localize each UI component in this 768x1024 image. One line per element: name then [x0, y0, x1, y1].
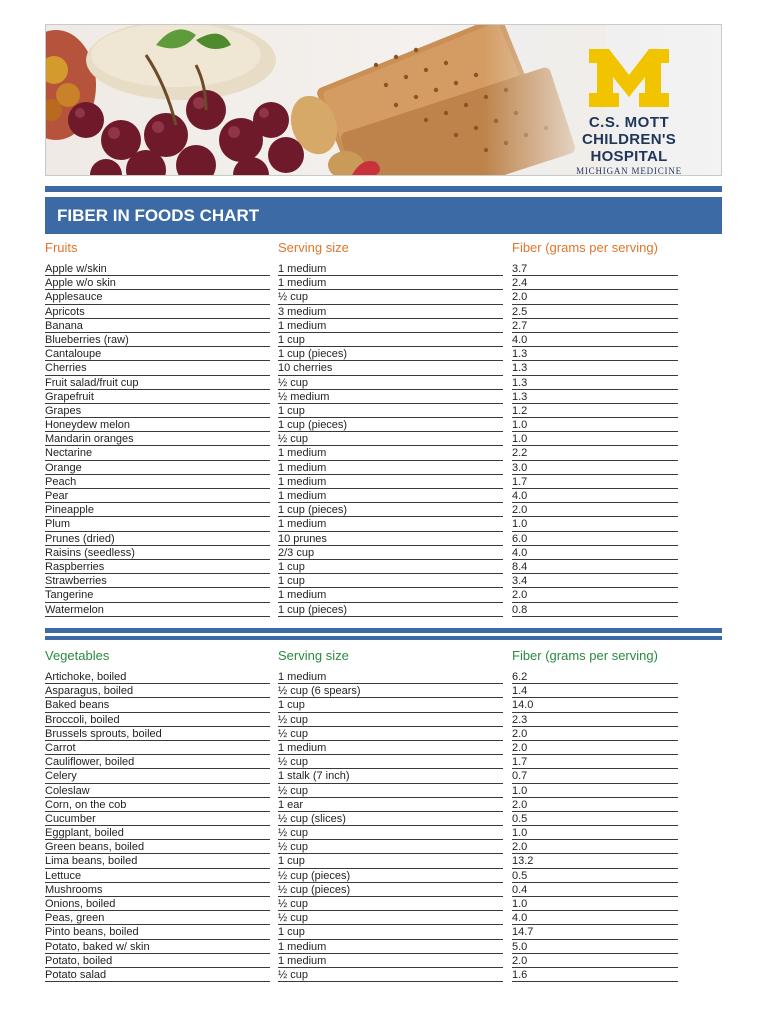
fiber-grams: 2.0	[512, 954, 528, 967]
food-name: Grapes	[45, 404, 82, 417]
table-row	[45, 869, 678, 883]
food-name: Potato, boiled	[45, 954, 113, 967]
fiber-grams: 2.5	[512, 305, 528, 318]
table-row	[45, 769, 678, 783]
table-row	[45, 489, 678, 503]
fiber-grams: 1.3	[512, 390, 528, 403]
table-row	[45, 954, 678, 968]
food-name: Blueberries (raw)	[45, 333, 129, 346]
table-row	[45, 262, 678, 276]
fruits-table	[45, 262, 678, 617]
food-name: Applesauce	[45, 291, 103, 304]
food-name: Apricots	[45, 305, 85, 318]
vegetables-table	[45, 670, 678, 982]
food-photo	[46, 25, 606, 176]
michigan-m-logo	[587, 47, 671, 109]
food-name: Fruit salad/fruit cup	[45, 376, 139, 389]
serving-size: 1 cup	[278, 404, 305, 417]
serving-size: 1 medium	[278, 741, 327, 754]
serving-size: ½ cup	[278, 912, 308, 925]
table-row	[45, 475, 678, 489]
table-row	[45, 404, 678, 418]
serving-size: 1 medium	[278, 475, 327, 488]
food-name: Orange	[45, 461, 82, 474]
table-row	[45, 390, 678, 404]
food-name: Potato salad	[45, 968, 107, 981]
table-row	[45, 276, 678, 290]
fiber-column-header: Fiber (grams per serving)	[512, 240, 658, 255]
table-row	[45, 376, 678, 390]
food-name: Peach	[45, 475, 77, 488]
fiber-grams: 2.0	[512, 291, 528, 304]
fiber-grams: 1.3	[512, 348, 528, 361]
serving-size: 10 prunes	[278, 532, 327, 545]
top-divider	[45, 186, 722, 192]
fiber-grams: 1.0	[512, 433, 528, 446]
row-underline	[512, 981, 678, 982]
table-row	[45, 432, 678, 446]
serving-size: 1 medium	[278, 461, 327, 474]
serving-size: 1 medium	[278, 954, 327, 967]
fiber-grams: 1.6	[512, 968, 528, 981]
food-name: Onions, boiled	[45, 898, 116, 910]
fruits-column-header: Fruits	[45, 240, 78, 255]
serving-size: ½ cup	[278, 898, 308, 910]
food-name: Plum	[45, 518, 71, 531]
food-name: Mushrooms	[45, 883, 103, 896]
fiber-grams: 2.4	[512, 277, 528, 290]
table-row	[45, 755, 678, 769]
serving-size: 1 medium	[278, 589, 327, 602]
serving-size: 1 medium	[278, 940, 327, 953]
fiber-grams: 0.7	[512, 770, 528, 783]
table-row	[45, 698, 678, 712]
serving-size: 1 cup (pieces)	[278, 504, 348, 517]
fiber-grams: 14.7	[512, 926, 534, 939]
food-name: Tangerine	[45, 589, 94, 602]
food-name: Apple w/o skin	[45, 277, 116, 290]
fiber-grams: 1.0	[512, 518, 528, 531]
table-row	[45, 684, 678, 698]
serving-size: 1 cup	[278, 855, 305, 868]
food-name: Cherries	[45, 362, 87, 375]
fiber-grams: 3.0	[512, 461, 528, 474]
table-row	[45, 503, 678, 517]
serving-size-column-header: Serving size	[278, 240, 349, 255]
serving-size: ½ cup	[278, 433, 308, 446]
table-row	[45, 812, 678, 826]
fiber-grams: 0.5	[512, 869, 528, 882]
fiber-column-header: Fiber (grams per serving)	[512, 648, 658, 663]
fiber-grams: 0.8	[512, 603, 528, 616]
food-name: Grapefruit	[45, 390, 94, 403]
fiber-grams: 2.0	[512, 589, 528, 602]
fiber-grams: 0.5	[512, 812, 528, 825]
fiber-grams: 4.0	[512, 546, 528, 559]
table-row	[45, 290, 678, 304]
hospital-name-line2: CHILDREN'S HOSPITAL	[581, 131, 677, 165]
table-row	[45, 897, 678, 911]
serving-size: ½ cup	[278, 713, 308, 726]
fiber-grams: 8.4	[512, 560, 528, 573]
food-name: Pinto beans, boiled	[45, 926, 139, 939]
serving-size: 1 cup	[278, 575, 305, 588]
food-name: Lima beans, boiled	[45, 855, 138, 868]
serving-size: ½ cup	[278, 968, 308, 981]
food-name: Prunes (dried)	[45, 532, 115, 545]
food-name: Banana	[45, 319, 83, 332]
food-name: Mandarin oranges	[45, 433, 134, 446]
table-row	[45, 727, 678, 741]
table-row	[45, 741, 678, 755]
fiber-grams: 1.3	[512, 362, 528, 375]
food-name: Eggplant, boiled	[45, 827, 124, 840]
vegetables-header-row	[45, 648, 678, 670]
fiber-grams: 2.0	[512, 841, 528, 854]
section-divider-top	[45, 628, 722, 633]
food-name: Broccoli, boiled	[45, 713, 120, 726]
food-name: Green beans, boiled	[45, 841, 145, 854]
serving-size: ½ cup	[278, 376, 308, 389]
fiber-grams: 0.4	[512, 883, 528, 896]
food-name: Nectarine	[45, 447, 93, 460]
food-name: Pear	[45, 490, 69, 502]
food-name: Carrot	[45, 741, 76, 754]
serving-size: 1 medium	[278, 518, 327, 531]
food-name: Lettuce	[45, 869, 82, 882]
table-row	[45, 826, 678, 840]
vegetables-column-header: Vegetables	[45, 648, 110, 663]
fiber-grams: 1.3	[512, 376, 528, 389]
table-row	[45, 461, 678, 475]
serving-size: ½ cup (slices)	[278, 812, 346, 825]
fiber-grams: 13.2	[512, 855, 534, 868]
row-underline	[45, 616, 270, 617]
food-name: Cantaloupe	[45, 348, 102, 361]
serving-size: ½ cup (pieces)	[278, 869, 351, 882]
fiber-grams: 2.2	[512, 447, 528, 460]
row-underline	[278, 981, 503, 982]
header-banner	[45, 24, 722, 176]
hospital-affiliation: MICHIGAN MEDICINE	[576, 166, 682, 176]
food-name: Potato, baked w/ skin	[45, 940, 150, 953]
table-row	[45, 574, 678, 588]
food-name: Raspberries	[45, 560, 105, 573]
serving-size: 1 cup (pieces)	[278, 348, 348, 361]
serving-size: ½ cup (pieces)	[278, 883, 351, 896]
food-name: Cauliflower, boiled	[45, 756, 135, 769]
serving-size: 1 medium	[278, 319, 327, 332]
table-row	[45, 911, 678, 925]
row-underline	[278, 616, 503, 617]
food-name: Cucumber	[45, 812, 96, 825]
fiber-grams: 1.0	[512, 898, 528, 910]
fiber-grams: 2.0	[512, 741, 528, 754]
food-name: Baked beans	[45, 699, 110, 712]
title-bar	[45, 197, 722, 234]
food-name: Corn, on the cob	[45, 798, 127, 811]
serving-size: 2/3 cup	[278, 546, 315, 559]
fiber-grams: 1.2	[512, 404, 528, 417]
table-row	[45, 840, 678, 854]
food-name: Peas, green	[45, 912, 105, 925]
fiber-grams: 1.7	[512, 475, 528, 488]
table-row	[45, 798, 678, 812]
table-row	[45, 418, 678, 432]
row-underline	[512, 616, 678, 617]
serving-size: 3 medium	[278, 305, 327, 318]
food-name: Asparagus, boiled	[45, 685, 134, 698]
fiber-grams: 4.0	[512, 333, 528, 346]
food-name: Coleslaw	[45, 784, 90, 797]
fiber-grams: 1.0	[512, 827, 528, 840]
serving-size: 1 cup (pieces)	[278, 419, 348, 432]
table-row	[45, 713, 678, 727]
fruits-header-row	[45, 240, 678, 262]
serving-size-column-header: Serving size	[278, 648, 349, 663]
table-row	[45, 940, 678, 954]
table-row	[45, 333, 678, 347]
serving-size: ½ cup	[278, 727, 308, 740]
serving-size: ½ cup (6 spears)	[278, 685, 361, 698]
table-row	[45, 361, 678, 375]
food-name: Brussels sprouts, boiled	[45, 727, 162, 740]
serving-size: 1 cup	[278, 699, 305, 712]
fruits-section	[45, 240, 678, 617]
section-divider-bottom	[45, 636, 722, 640]
fiber-grams: 3.7	[512, 263, 528, 275]
table-row	[45, 968, 678, 982]
table-row	[45, 588, 678, 602]
hospital-logo	[549, 47, 709, 176]
serving-size: 1 medium	[278, 263, 327, 275]
serving-size: 1 medium	[278, 277, 327, 290]
fiber-grams: 1.4	[512, 685, 528, 698]
serving-size: 1 medium	[278, 671, 327, 683]
serving-size: 1 cup	[278, 560, 305, 573]
serving-size: ½ cup	[278, 756, 308, 769]
table-row	[45, 560, 678, 574]
table-row	[45, 319, 678, 333]
serving-size: 1 cup (pieces)	[278, 603, 348, 616]
fiber-grams: 2.7	[512, 319, 528, 332]
serving-size: 1 stalk (7 inch)	[278, 770, 350, 783]
table-row	[45, 784, 678, 798]
food-name: Apple w/skin	[45, 263, 107, 275]
fiber-grams: 6.0	[512, 532, 528, 545]
table-row	[45, 546, 678, 560]
serving-size: 1 cup	[278, 333, 305, 346]
table-row	[45, 925, 678, 939]
serving-size: ½ cup	[278, 841, 308, 854]
serving-size: 10 cherries	[278, 362, 333, 375]
table-row	[45, 854, 678, 868]
serving-size: ½ cup	[278, 291, 308, 304]
fiber-grams: 2.0	[512, 504, 528, 517]
table-row	[45, 670, 678, 684]
fiber-grams: 5.0	[512, 940, 528, 953]
fiber-grams: 1.0	[512, 784, 528, 797]
fiber-grams: 2.3	[512, 713, 528, 726]
table-row	[45, 347, 678, 361]
serving-size: 1 cup	[278, 926, 305, 939]
food-name: Honeydew melon	[45, 419, 130, 432]
table-row	[45, 883, 678, 897]
food-name: Pineapple	[45, 504, 94, 517]
table-row	[45, 446, 678, 460]
serving-size: ½ medium	[278, 390, 330, 403]
fiber-grams: 6.2	[512, 671, 528, 683]
food-name: Celery	[45, 770, 77, 783]
vegetables-section	[45, 648, 678, 982]
food-name: Raisins (seedless)	[45, 546, 135, 559]
table-row	[45, 603, 678, 617]
food-name: Artichoke, boiled	[45, 671, 127, 683]
serving-size: 1 ear	[278, 798, 304, 811]
fiber-grams: 1.7	[512, 756, 528, 769]
serving-size: ½ cup	[278, 827, 308, 840]
serving-size: ½ cup	[278, 784, 308, 797]
fiber-grams: 4.0	[512, 912, 528, 925]
fiber-grams: 3.4	[512, 575, 528, 588]
serving-size: 1 medium	[278, 447, 327, 460]
fiber-grams: 2.0	[512, 727, 528, 740]
fiber-grams: 1.0	[512, 419, 528, 432]
row-underline	[45, 981, 270, 982]
food-name: Watermelon	[45, 603, 104, 616]
fiber-grams: 4.0	[512, 490, 528, 502]
table-row	[45, 532, 678, 546]
table-row	[45, 517, 678, 531]
food-name: Strawberries	[45, 575, 107, 588]
hospital-name-line1: C.S. MOTT	[588, 114, 670, 131]
table-row	[45, 305, 678, 319]
fiber-grams: 2.0	[512, 798, 528, 811]
serving-size: 1 medium	[278, 490, 327, 502]
page-title: FIBER IN FOODS CHART	[57, 206, 260, 225]
fiber-grams: 14.0	[512, 699, 534, 712]
